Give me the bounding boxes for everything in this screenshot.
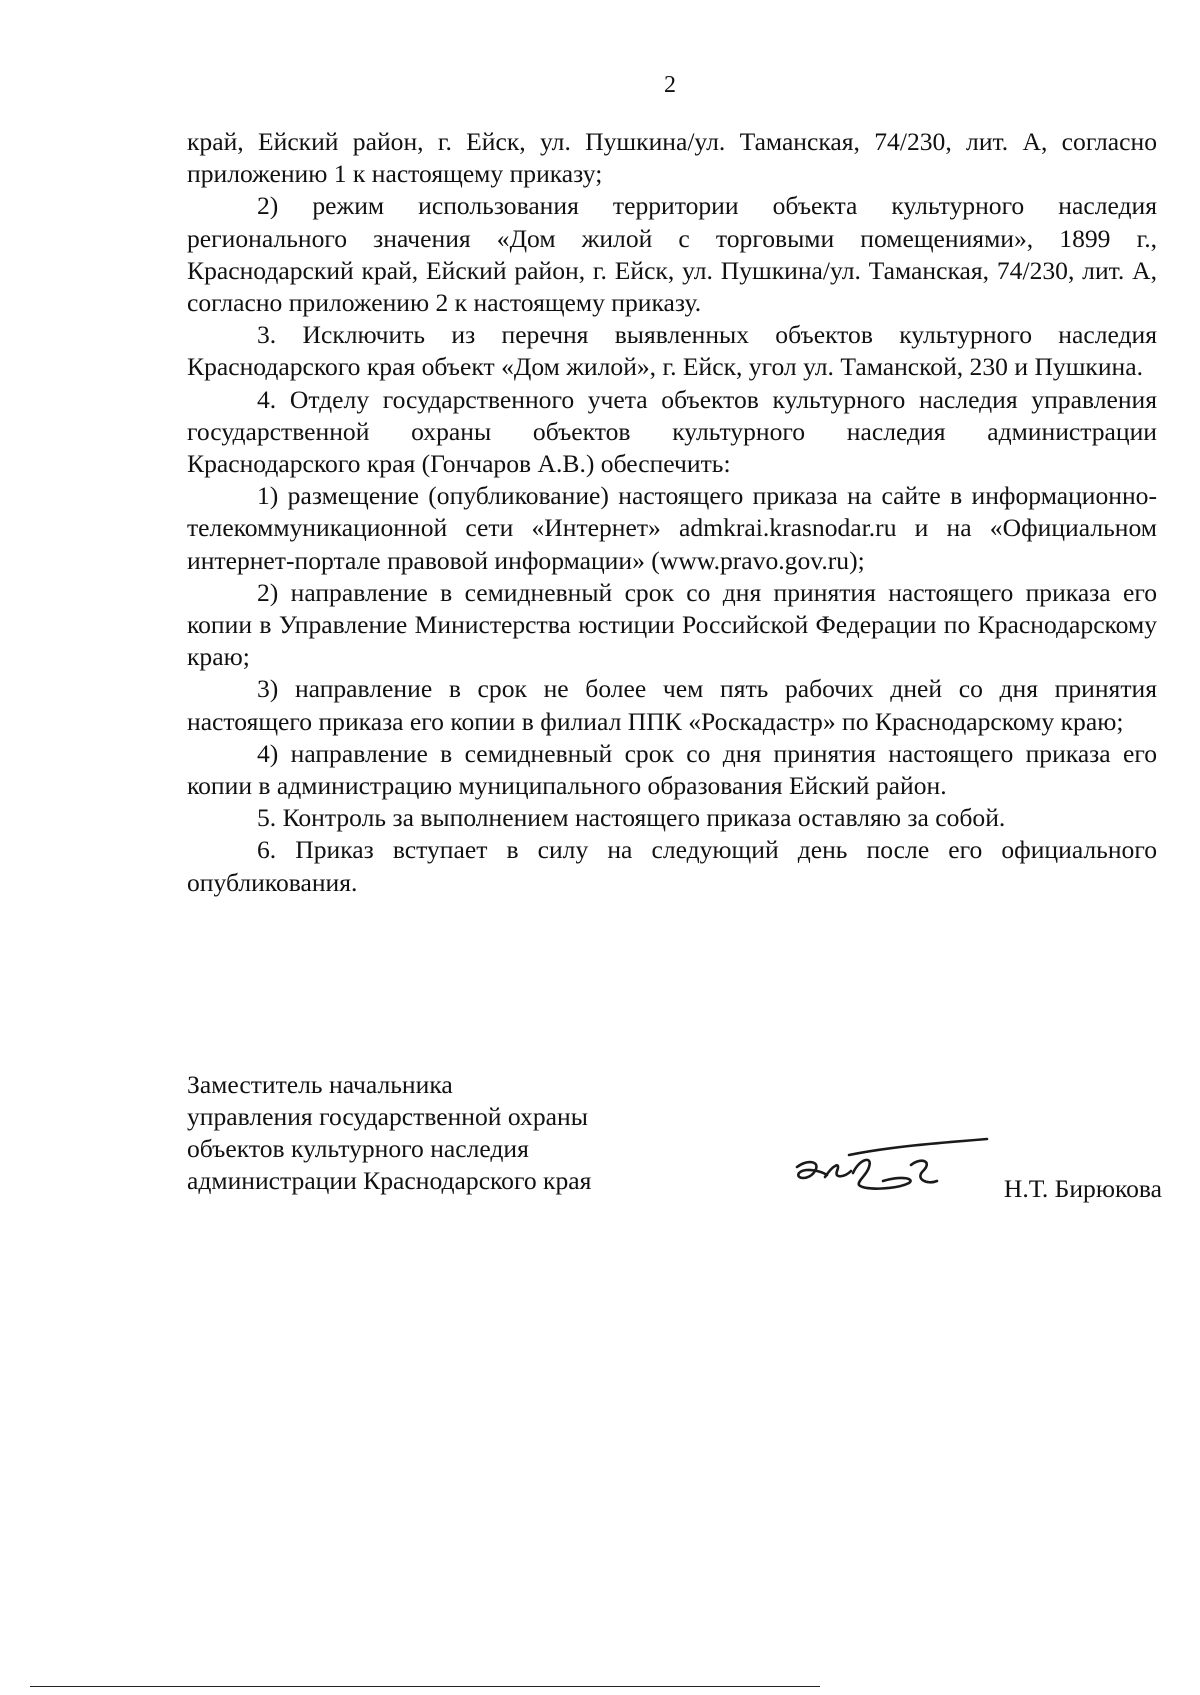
paragraph: 4) направление в семидневный срок со дня принятия настоящего приказа его копии в администрацию муниципального образования Ейский район. bbox=[187, 738, 1157, 801]
paragraph: 6. Приказ вступает в силу на следующий день после его официального опубликования. bbox=[187, 835, 1157, 897]
paragraph: 3. Исключить из перечня выявленных объектов культурного наследия Краснодарского края объект «Дом жилой», г. Ейск, угол ул. Таманской, 230 и Пушкина. bbox=[187, 320, 1157, 382]
signer-position-line: Заместитель начальника bbox=[187, 1070, 453, 1099]
paragraph: 1) размещение (опубликование) настоящего приказа на сайте в информационно-телекоммуникационной сети «Интернет» admkrai.krasnodar.ru и на «Официальном интернет-портале правовой информации» (www.pravo.gov.ru); bbox=[187, 481, 1157, 575]
signer-name: Н.Т. Бирюкова bbox=[1003, 1174, 1162, 1203]
paragraph: 2) режим использования территории объекта культурного наследия регионального значения «Дом жилой с торговыми помещениями», 1899 г., Краснодарский край, Ейский район, г. Ейск, ул. Пушкина/ул. Таманская, 74/230, лит. А, согласно приложению 2 к настоящему приказу. bbox=[187, 191, 1157, 318]
signer-position-line: управления государственной охраны bbox=[187, 1102, 588, 1131]
paragraph: 2) направление в семидневный срок со дня принятия настоящего приказа его копии в Управление Министерства юстиции Российской Федерации по Краснодарскому краю; bbox=[187, 577, 1157, 672]
paragraph: 3) направление в срок не более чем пять рабочих дней со дня принятия настоящего приказа его копии в филиал ППК «Роскадастр» по Краснодарскому краю; bbox=[187, 674, 1157, 736]
paragraph: 4. Отделу государственного учета объектов культурного наследия управления государственной охраны объектов культурного наследия администрации Краснодарского края (Гончаров А.В.) обеспечить: bbox=[187, 384, 1157, 479]
paragraph: край, Ейский район, г. Ейск, ул. Пушкина/ул. Таманская, 74/230, лит. А, согласно приложению 1 к настоящему приказу; bbox=[187, 127, 1157, 189]
footer-divider bbox=[30, 1686, 820, 1687]
document-body bbox=[187, 126, 1157, 899]
paragraph: 5. Контроль за выполнением настоящего приказа оставляю за собой. bbox=[257, 803, 1006, 833]
signature-block bbox=[187, 1069, 1162, 1209]
signer-position-line: объектов культурного наследия bbox=[187, 1134, 529, 1163]
page-number: 2 bbox=[664, 72, 676, 98]
signer-position-line: администрации Краснодарского края bbox=[187, 1166, 592, 1195]
